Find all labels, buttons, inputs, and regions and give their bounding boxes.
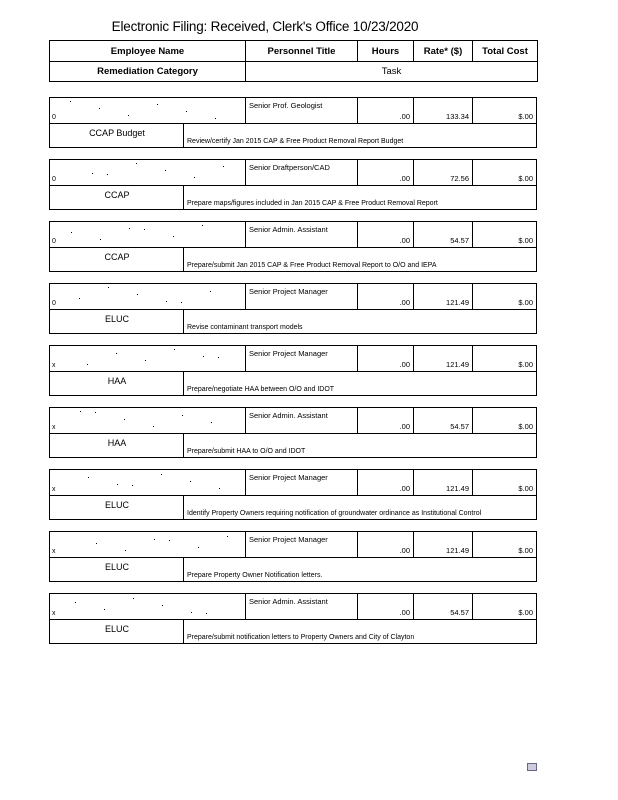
task-description: Prepare/submit HAA to O/O and IDOT: [187, 448, 306, 455]
hours-value: .00: [399, 484, 410, 493]
employee-id: x: [52, 362, 56, 369]
hours-value: .00: [399, 422, 410, 431]
total-cost-value: $.00: [518, 484, 533, 493]
employee-id: 0: [52, 176, 56, 183]
remediation-category: ELUC: [104, 500, 129, 510]
table-row: [49, 97, 537, 148]
task-description: Prepare Property Owner Notification letters.: [187, 572, 323, 579]
total-cost-value: $.00: [518, 174, 533, 183]
rate-value: 121.49: [446, 546, 469, 555]
rate-value: 54.57: [450, 422, 469, 431]
scan-speck: [100, 239, 101, 240]
total-cost-value: $.00: [518, 546, 533, 555]
table-row: [49, 221, 537, 272]
scan-speck: [154, 539, 155, 540]
scan-speck: [191, 612, 192, 613]
task-description: Prepare/negotiate HAA between O/O and IDOT: [187, 386, 335, 393]
scan-speck: [210, 291, 211, 292]
scan-speck: [223, 166, 224, 167]
scan-speck: [206, 613, 207, 614]
scan-speck: [96, 543, 97, 544]
personnel-title: Senior Admin. Assistant: [249, 411, 328, 420]
scan-speck: [71, 232, 72, 233]
scan-speck: [202, 225, 203, 226]
table-row: [49, 469, 537, 520]
remediation-category: ELUC: [104, 314, 129, 324]
scan-speck: [70, 101, 71, 102]
scan-speck: [95, 412, 96, 413]
scan-speck: [227, 536, 228, 537]
scan-speck: [169, 540, 170, 541]
scan-speck: [161, 474, 162, 475]
scan-speck: [182, 415, 183, 416]
remediation-category: HAA: [107, 438, 127, 448]
header-employee-name: Employee Name: [50, 41, 246, 62]
personnel-title: Senior Prof. Geologist: [249, 101, 323, 110]
hours-value: .00: [399, 608, 410, 617]
scan-speck: [80, 411, 81, 412]
hours-value: .00: [399, 546, 410, 555]
scan-speck: [136, 163, 137, 164]
task-description: Revise contaminant transport models: [187, 324, 303, 331]
scan-speck: [145, 360, 146, 361]
table-row: [49, 345, 537, 396]
scan-speck: [144, 229, 145, 230]
rate-value: 54.57: [450, 608, 469, 617]
scan-speck: [133, 598, 134, 599]
scan-speck: [194, 177, 195, 178]
scan-speck: [165, 170, 166, 171]
header-hours: Hours: [358, 41, 414, 62]
employee-id: x: [52, 548, 56, 555]
employee-id: 0: [52, 300, 56, 307]
scan-speck: [129, 228, 130, 229]
scan-speck: [125, 550, 126, 551]
scan-speck: [173, 236, 174, 237]
remediation-category: ELUC: [104, 624, 129, 634]
header-remediation-category: Remediation Category: [50, 62, 246, 82]
rate-value: 121.49: [446, 484, 469, 493]
clerk-received-stamp: Electronic Filing: Received, Clerk's Office 10/23/2020: [111, 19, 419, 34]
rate-value: 121.49: [446, 298, 469, 307]
task-description: Prepare/submit Jan 2015 CAP & Free Product Removal Report to O/O and IEPA: [187, 262, 437, 269]
scan-speck: [174, 349, 175, 350]
scan-speck: [219, 488, 220, 489]
scan-speck: [108, 287, 109, 288]
personnel-title: Senior Admin. Assistant: [249, 597, 328, 606]
scan-speck: [99, 108, 100, 109]
hours-value: .00: [399, 236, 410, 245]
scan-speck: [107, 174, 108, 175]
scan-speck: [137, 294, 138, 295]
employee-id: 0: [52, 238, 56, 245]
employee-id: x: [52, 610, 56, 617]
scan-speck: [186, 111, 187, 112]
table-row: [49, 283, 537, 334]
scan-speck: [190, 481, 191, 482]
total-cost-value: $.00: [518, 360, 533, 369]
personnel-title: Senior Project Manager: [249, 473, 328, 482]
hours-value: .00: [399, 112, 410, 121]
rate-value: 72.56: [450, 174, 469, 183]
scan-speck: [117, 484, 118, 485]
scan-speck: [92, 173, 93, 174]
hours-value: .00: [399, 298, 410, 307]
scan-speck: [116, 353, 117, 354]
table-row: [49, 593, 537, 644]
remediation-category: CCAP Budget: [89, 128, 145, 138]
scan-speck: [215, 118, 216, 119]
scan-speck: [166, 301, 167, 302]
scan-speck: [79, 298, 80, 299]
hours-value: .00: [399, 360, 410, 369]
scan-speck: [104, 609, 105, 610]
scan-speck: [153, 426, 154, 427]
remediation-category: ELUC: [104, 562, 129, 572]
task-description: Identify Property Owners requiring notification of groundwater ordinance as Institutional Control: [187, 510, 482, 517]
table-row: [49, 407, 537, 458]
scan-speck: [198, 547, 199, 548]
table-row: [49, 531, 537, 582]
scan-speck: [162, 605, 163, 606]
total-cost-value: $.00: [518, 236, 533, 245]
employee-id: 0: [52, 114, 56, 121]
total-cost-value: $.00: [518, 112, 533, 121]
personnel-title: Senior Project Manager: [249, 349, 328, 358]
task-description: Review/certify Jan 2015 CAP & Free Product Removal Report Budget: [187, 138, 404, 145]
scan-speck: [157, 104, 158, 105]
scan-speck: [181, 302, 182, 303]
scan-speck: [88, 477, 89, 478]
personnel-title: Senior Project Manager: [249, 287, 328, 296]
total-cost-value: $.00: [518, 608, 533, 617]
scan-speck: [218, 357, 219, 358]
total-cost-value: $.00: [518, 298, 533, 307]
hours-value: .00: [399, 174, 410, 183]
scan-speck: [75, 602, 76, 603]
table-row: [49, 159, 537, 210]
remediation-category: CCAP: [104, 252, 130, 262]
page-marker-icon: [527, 763, 537, 771]
scan-speck: [128, 115, 129, 116]
personnel-title: Senior Project Manager: [249, 535, 328, 544]
total-cost-value: $.00: [518, 422, 533, 431]
employee-id: x: [52, 486, 56, 493]
scan-speck: [203, 356, 204, 357]
scan-speck: [87, 364, 88, 365]
remediation-category: CCAP: [104, 190, 130, 200]
scan-speck: [211, 422, 212, 423]
rate-value: 121.49: [446, 360, 469, 369]
scan-speck: [124, 419, 125, 420]
personnel-title: Senior Draftperson/CAD: [249, 163, 330, 172]
header-task: Task: [246, 62, 538, 82]
task-description: Prepare maps/figures included in Jan 2015 CAP & Free Product Removal Report: [187, 200, 438, 207]
remediation-category: HAA: [107, 376, 127, 386]
header-rate: Rate* ($): [414, 41, 473, 62]
task-description: Prepare/submit notification letters to Property Owners and City of Clayton: [187, 634, 415, 641]
personnel-title: Senior Admin. Assistant: [249, 225, 328, 234]
header-personnel-title: Personnel Title: [246, 41, 358, 62]
header-total-cost: Total Cost: [473, 41, 538, 62]
rate-value: 54.57: [450, 236, 469, 245]
rate-value: 133.34: [446, 112, 469, 121]
scan-speck: [132, 485, 133, 486]
employee-id: x: [52, 424, 56, 431]
table-header: [49, 40, 538, 82]
